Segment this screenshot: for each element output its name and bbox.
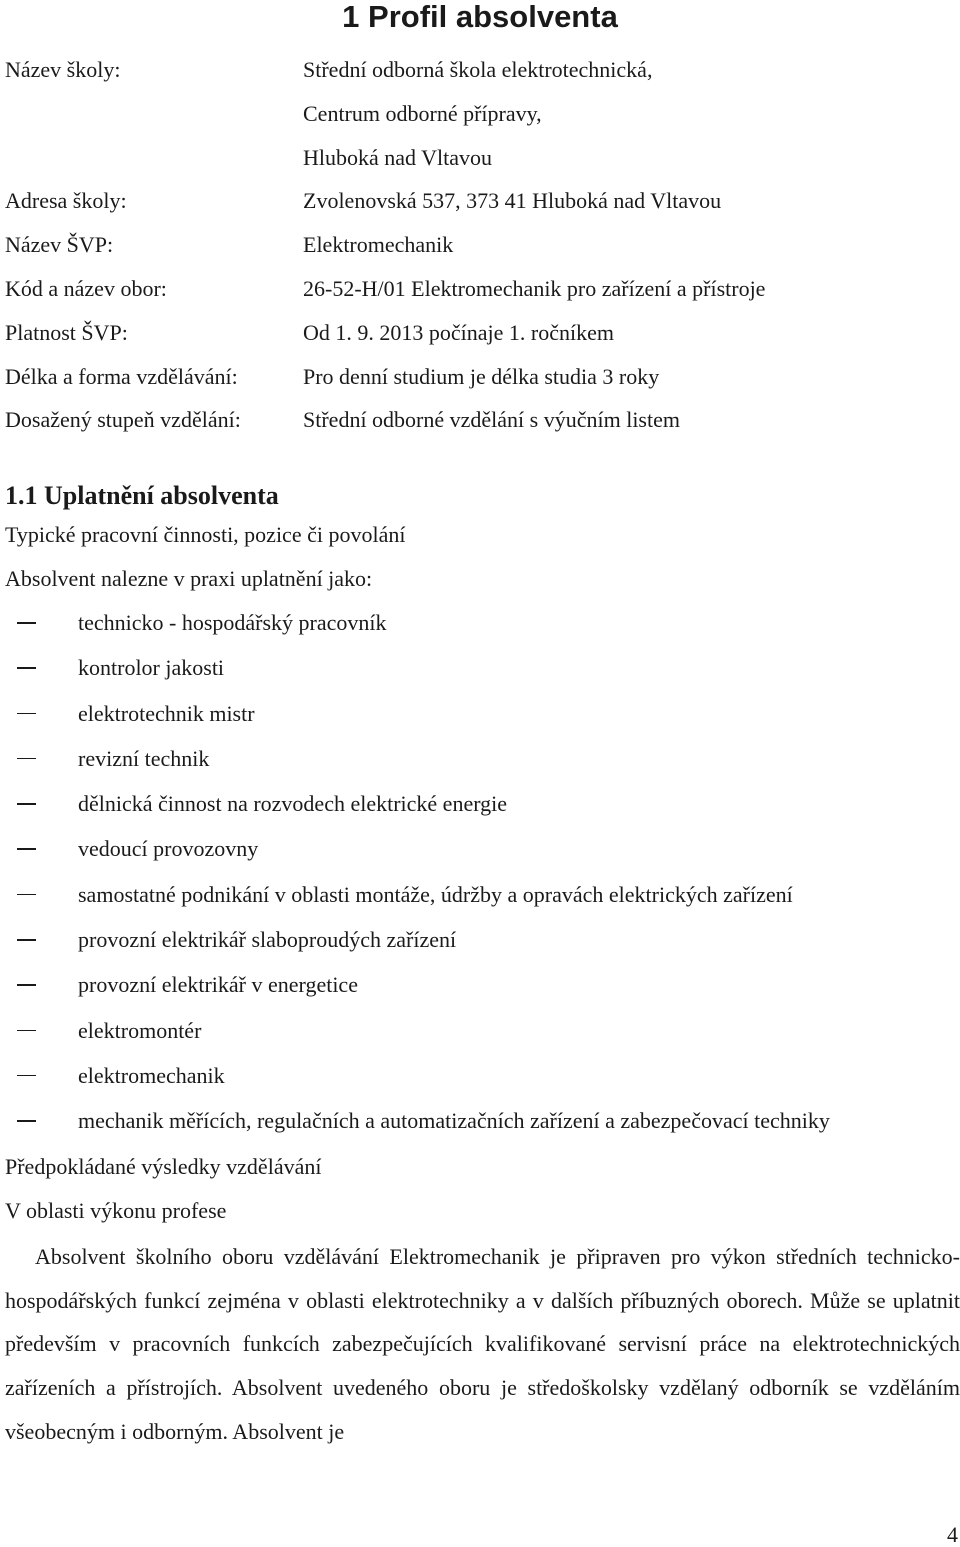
info-label: Název ŠVP: (5, 232, 114, 258)
dash-bullet-icon (5, 972, 78, 1017)
info-row-duration (5, 364, 955, 389)
info-value: Od 1. 9. 2013 počínaje 1. ročníkem (303, 319, 614, 345)
info-value-line: Centrum odborné přípravy, (303, 100, 542, 126)
info-label: Platnost ŠVP: (5, 319, 128, 345)
info-row-address (5, 188, 955, 213)
page-number: 4 (947, 1522, 958, 1547)
list-item (5, 610, 830, 655)
dash-bullet-icon (5, 836, 78, 881)
info-value: 26-52-H/01 Elektromechanik pro zařízení a přístroje (303, 275, 766, 301)
info-label: Název školy: (5, 57, 121, 82)
list-item-text: kontrolor jakosti (78, 655, 225, 681)
list-item-text: provozní elektrikář slaboproudých zařízení (78, 927, 457, 953)
list-item-text: revizní technik (78, 745, 210, 771)
list-item (5, 1108, 830, 1153)
list-item (5, 1063, 830, 1108)
list-item (5, 836, 830, 881)
dash-bullet-icon (5, 655, 78, 700)
info-row-validity (5, 320, 955, 345)
info-value: Pro denní studium je délka studia 3 roky (303, 363, 660, 389)
dash-bullet-icon (5, 1018, 78, 1063)
results-heading: Předpokládané výsledky vzdělávání (5, 1154, 322, 1179)
area-heading: V oblasti výkonu profese (5, 1198, 227, 1223)
info-value-line: Střední odborná škola elektrotechnická, (303, 57, 653, 82)
dash-bullet-icon (5, 1063, 78, 1108)
list-item (5, 972, 830, 1017)
dash-bullet-icon (5, 927, 78, 972)
list-item-text: elektromechanik (78, 1062, 225, 1088)
info-row-school-name (5, 57, 955, 170)
list-item-text: samostatné podnikání v oblasti montáže, údržby a opravách elektrických zařízení (78, 881, 793, 907)
page-title: 1 Profil absolventa (342, 0, 618, 34)
info-row-svp-name (5, 232, 955, 257)
section-subheading: Typické pracovní činnosti, pozice či povolání (5, 522, 406, 547)
list-item-text: provozní elektrikář v energetice (78, 972, 358, 998)
list-item (5, 701, 830, 746)
info-row-education-level (5, 407, 955, 432)
info-value-line: Hluboká nad Vltavou (303, 144, 493, 170)
section-heading: 1.1 Uplatnění absolventa (5, 481, 279, 510)
dash-bullet-icon (5, 701, 78, 746)
list-item (5, 791, 830, 836)
dash-bullet-icon (5, 1108, 78, 1153)
job-list (5, 610, 830, 1154)
section-intro: Absolvent nalezne v praxi uplatnění jako: (5, 566, 373, 591)
list-item (5, 882, 830, 927)
info-value: Zvolenovská 537, 373 41 Hluboká nad Vltavou (303, 188, 722, 214)
list-item-text: technicko - hospodářský pracovník (78, 610, 387, 635)
info-label: Délka a forma vzdělávání: (5, 363, 238, 389)
list-item-text: elektromontér (78, 1017, 202, 1043)
info-value: Střední odborné vzdělání s výučním listem (303, 407, 680, 433)
body-paragraph: Absolvent školního oboru vzdělávání Elektromechanik je připraven pro výkon středních technicko-hospodářských funkcí zejména v oblasti elektrotechniky a v dalších příbuzných oborech. Může se uplatnit především v pracovních funkcích zabezpečujících kvalifikované servisní práce na elektrotechnických zařízeních a přístrojích. Absolvent uvedeného oboru je středoškolsky vzdělaný odborník se vzděláním všeobecným i odborným. Absolvent je (5, 1244, 960, 1444)
info-row-field-code (5, 276, 955, 301)
list-item-text: vedoucí provozovny (78, 836, 259, 862)
list-item-text: dělnická činnost na rozvodech elektrické energie (78, 791, 508, 817)
list-item-text: mechanik měřících, regulačních a automatizačních zařízení a zabezpečovací techniky (78, 1108, 830, 1134)
list-item (5, 1018, 830, 1063)
info-label: Adresa školy: (5, 188, 127, 214)
info-label: Dosažený stupeň vzdělání: (5, 407, 241, 433)
list-item (5, 927, 830, 972)
dash-bullet-icon (5, 610, 78, 655)
list-item-text: elektrotechnik mistr (78, 700, 255, 726)
list-item (5, 655, 830, 700)
list-item (5, 746, 830, 791)
dash-bullet-icon (5, 791, 78, 836)
dash-bullet-icon (5, 746, 78, 791)
info-value (303, 57, 955, 170)
info-label: Kód a název obor: (5, 275, 167, 301)
dash-bullet-icon (5, 882, 78, 927)
school-info-table (5, 57, 955, 451)
info-value: Elektromechanik (303, 232, 454, 258)
